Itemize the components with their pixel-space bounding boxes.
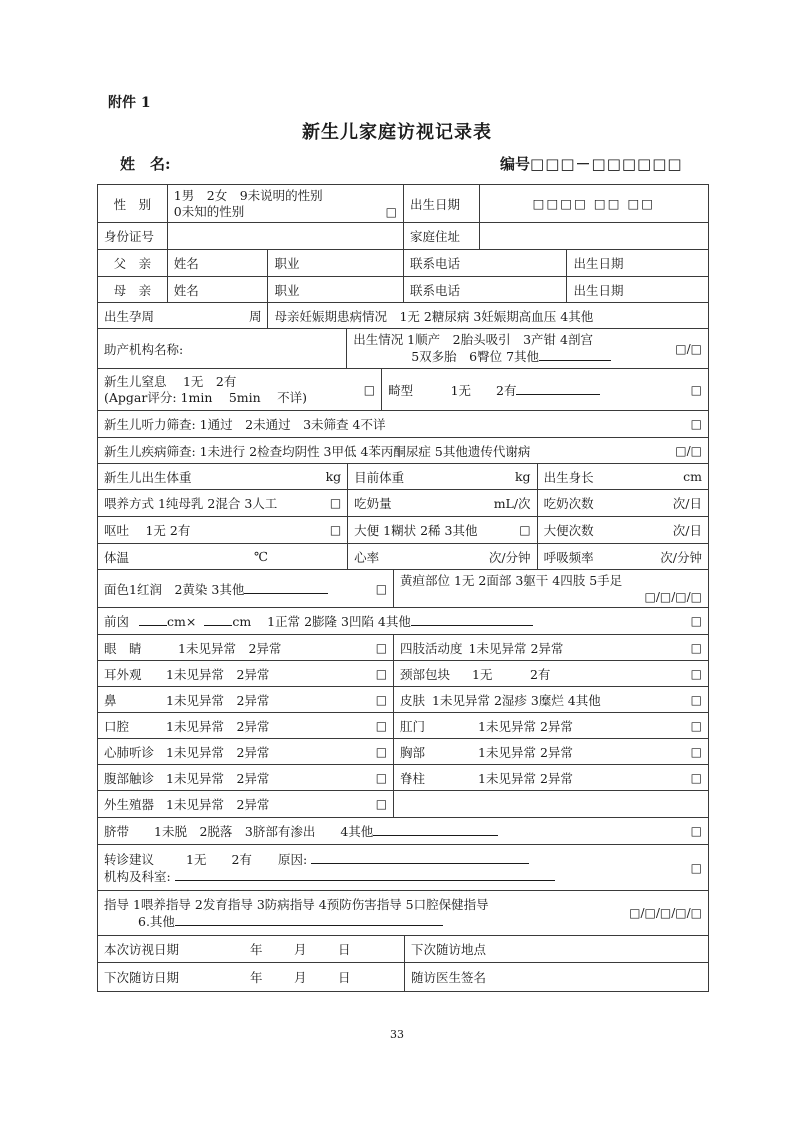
visit-date: [98, 936, 405, 962]
milk-amount: [348, 490, 537, 516]
visit-date-month: 月: [294, 942, 307, 957]
referral-reason-label: 原因:: [278, 851, 308, 867]
exam-limbs-options: 1未见异常 2异常: [468, 640, 564, 656]
exam-spine: [394, 765, 708, 790]
mother-phone: 联系电话: [404, 277, 567, 302]
next-visit-place-label: 下次随访地点: [411, 942, 487, 957]
guidance-other-blank: [175, 913, 443, 926]
hearing-checkbox: □: [690, 417, 702, 431]
birth-situation-line2: 5双多胎 6臀位 7其他: [411, 349, 540, 364]
exam-anus-options: 1未见异常 2异常: [478, 718, 573, 734]
respiration-label: 呼吸频率: [543, 549, 594, 565]
birth-date-boxes: □□□□ □□ □□: [532, 196, 656, 211]
birth-length: [538, 464, 708, 489]
milk-times-label: 吃奶次数: [543, 496, 594, 511]
attachment-label: 附件 1: [108, 95, 151, 111]
exam-spine-checkbox: □: [690, 770, 702, 785]
stool-times-label: 大便次数: [543, 523, 594, 538]
asphyxia-apgar: (Apgar评分: 1min 5min 不详): [104, 389, 308, 405]
row-father: [98, 250, 708, 277]
record-code-label: 编号: [500, 155, 531, 173]
visit-date-day: 日: [338, 942, 351, 957]
empty-cell: [394, 791, 708, 817]
temperature-label: 体温: [104, 549, 130, 565]
vomit-text: 呕吐 1无 2有: [104, 523, 191, 538]
row-exam-6: [98, 765, 708, 791]
vomit-checkbox: □: [329, 523, 342, 537]
gestational-week: [98, 303, 268, 328]
deformity-checkbox: □: [690, 382, 702, 397]
umbilical-text: 脐带 1未脱 2脱落 3脐部有渗出 4其他: [104, 824, 374, 839]
row-next-date: [98, 963, 708, 991]
address-value: [480, 223, 708, 249]
exam-spine-options: 1未见异常 2异常: [478, 770, 573, 786]
current-weight-unit: kg: [514, 469, 531, 484]
row-hearing: [98, 411, 708, 438]
row-guidance: [98, 891, 708, 936]
row-exam-5: [98, 739, 708, 765]
guidance-line2: 6.其他: [138, 914, 175, 929]
delivery-institution-label: 助产机构名称:: [98, 329, 347, 368]
heart-rate-unit: 次/分钟: [488, 549, 531, 565]
stool-times: [538, 517, 708, 543]
row-umbilical: [98, 818, 708, 845]
complexion-text: 面色1红润 2黄染 3其他: [104, 581, 245, 597]
umbilical-other-blank: [373, 823, 498, 836]
milk-times-unit: 次/日: [672, 496, 703, 511]
milk-times: [538, 490, 708, 516]
exam-limbs: [394, 635, 708, 660]
exam-abdomen-label: 腹部触诊: [104, 770, 155, 786]
feeding: [98, 490, 348, 516]
jaundice-text: 黄疸部位 1无 2面部 3躯干 4四肢 5手足: [400, 572, 623, 588]
id-number-value: [168, 223, 404, 249]
asphyxia-checkbox: □: [363, 382, 376, 397]
birth-weight-unit: kg: [325, 469, 342, 484]
exam-eyes: [98, 635, 394, 660]
deformity: [382, 369, 708, 410]
exam-heart-lung: [98, 739, 394, 764]
sex-options-line1: 1男 2女 9未说明的性别: [173, 187, 323, 203]
father-label: 父 亲: [98, 250, 168, 276]
mother-name: 姓名: [168, 277, 269, 302]
row-sex-birthdate: [98, 185, 708, 223]
stool: [348, 517, 537, 543]
exam-limbs-checkbox: □: [690, 640, 702, 655]
exam-genitals: [98, 791, 394, 817]
row-visit-date: [98, 936, 708, 963]
complexion-other-blank: [244, 581, 328, 594]
referral-checkbox: □: [690, 860, 702, 875]
birth-length-unit: cm: [683, 469, 703, 484]
stool-checkbox: □: [519, 523, 531, 537]
exam-chest-checkbox: □: [690, 744, 702, 759]
sex-checkbox: □: [385, 204, 397, 219]
mother-occupation: 职业: [268, 277, 404, 302]
deformity-blank: [516, 382, 600, 395]
exam-heart-lung-label: 心肺听诊: [104, 744, 155, 760]
row-delivery: [98, 329, 708, 369]
stool-times-unit: 次/日: [672, 523, 703, 538]
row-disease-screening: [98, 438, 708, 464]
exam-skin-checkbox: □: [690, 692, 702, 707]
referral: [98, 845, 708, 890]
exam-neck-mass-checkbox: □: [690, 666, 702, 681]
exam-genitals-options: 1未见异常 2异常: [166, 797, 270, 812]
gestational-week-unit: 周: [248, 308, 262, 324]
visit-date-year: 年: [250, 942, 263, 957]
exam-chest-options: 1未见异常 2异常: [478, 744, 573, 760]
exam-neck-mass: [394, 661, 708, 686]
row-mother: [98, 277, 708, 303]
visit-date-label: 本次访视日期: [104, 942, 180, 957]
sex-options: [168, 185, 404, 222]
father-phone: 联系电话: [404, 250, 567, 276]
heart-rate: [348, 544, 537, 569]
feeding-checkbox: □: [329, 496, 342, 510]
id-number-label: 身份证号: [98, 223, 168, 249]
exam-eyes-options: 1未见异常 2异常: [178, 640, 282, 656]
father-birth-date: 出生日期: [573, 256, 624, 271]
referral-dept-label: 机构及科室:: [104, 868, 171, 884]
exam-abdomen: [98, 765, 394, 790]
row-asphyxia-deformity: [98, 369, 708, 411]
fontanelle-label: 前囟: [104, 614, 130, 629]
exam-ears: [98, 661, 394, 686]
doctor-signature-label: 随访医生签名: [411, 970, 487, 985]
row-referral: [98, 845, 708, 891]
exam-mouth: [98, 713, 394, 738]
birth-situation-other-blank: [539, 348, 611, 361]
exam-neck-mass-options: 1无 2有: [472, 666, 551, 682]
fontanelle-length-blank: [204, 613, 232, 626]
father-name: 姓名: [168, 250, 269, 276]
row-exam-4: [98, 713, 708, 739]
row-weights: [98, 464, 708, 490]
guidance-checkbox: □/□/□/□/□: [629, 906, 702, 920]
birth-situation-checkbox: □/□: [675, 341, 702, 356]
exam-limbs-label: 四肢活动度: [400, 640, 463, 656]
fontanelle-other-blank: [411, 613, 533, 626]
birth-length-label: 出生身长: [543, 469, 594, 485]
hearing-screening: [98, 411, 708, 437]
feeding-text: 喂养方式 1纯母乳 2混合 3人工: [104, 496, 278, 511]
record-code: [500, 153, 683, 174]
asphyxia-line1: 新生儿窒息 1无 2有: [104, 373, 237, 389]
guidance-line1: 指导 1喂养指导 2发育指导 3防病指导 4预防伤害指导 5口腔保健指导: [104, 897, 489, 912]
birth-date-label: 出生日期: [404, 185, 480, 222]
exam-skin-label: 皮肤: [400, 692, 426, 708]
disease-screening-checkbox: □/□: [675, 443, 702, 458]
exam-skin: [394, 687, 708, 712]
referral-dept-blank: [175, 868, 555, 881]
row-exam-2: [98, 661, 708, 687]
exam-chest-label: 胸部: [400, 744, 426, 760]
sex-options-line2: 0未知的性别: [173, 203, 245, 219]
birth-situation: [347, 329, 708, 368]
exam-mouth-checkbox: □: [375, 718, 388, 733]
record-code-boxes: □□□－□□□□□□: [530, 155, 683, 173]
birth-situation-line1: 出生情况 1顺产 2胎头吸引 3产钳 4剖宫: [353, 332, 593, 347]
deformity-text: 畸型 1无 2有: [388, 382, 517, 398]
stool-text: 大便 1糊状 2稀 3其他: [354, 523, 478, 538]
guidance: [98, 891, 708, 935]
fontanelle: [98, 608, 708, 634]
exam-nose-checkbox: □: [375, 692, 388, 707]
mother-birth-date: 出生日期: [573, 282, 624, 298]
heart-rate-label: 心率: [354, 549, 380, 565]
row-complexion-jaundice: [98, 570, 708, 608]
fontanelle-width-blank: [139, 613, 167, 626]
hearing-text: 新生儿听力筛查: 1通过 2未通过 3未筛查 4不详: [104, 417, 386, 432]
visit-record-table: [97, 184, 709, 992]
milk-amount-label: 吃奶量: [354, 496, 392, 511]
page-title: 新生儿家庭访视记录表: [302, 122, 492, 143]
father-occupation: 职业: [268, 250, 404, 276]
next-visit-date: [98, 963, 405, 991]
exam-genitals-label: 外生殖器: [104, 797, 155, 812]
referral-reason-blank: [311, 851, 529, 864]
gestational-week-label: 出生孕周: [104, 308, 155, 324]
exam-genitals-checkbox: □: [375, 797, 388, 811]
exam-anus-checkbox: □: [690, 718, 702, 733]
birth-weight: [98, 464, 348, 489]
complexion-checkbox: □: [375, 581, 388, 596]
exam-anus-label: 肛门: [400, 718, 426, 734]
fontanelle-unit1: cm×: [167, 614, 197, 629]
jaundice-checkbox: □/□/□/□: [644, 589, 702, 604]
exam-spine-label: 脊柱: [400, 770, 426, 786]
current-weight: [348, 464, 537, 489]
exam-skin-options: 1未见异常 2湿疹 3糜烂 4其他: [432, 692, 601, 708]
address-label: 家庭住址: [404, 223, 480, 249]
row-id-address: [98, 223, 708, 250]
row-vitals: [98, 544, 708, 570]
milk-amount-unit: mL/次: [493, 496, 531, 511]
exam-anus: [394, 713, 708, 738]
exam-nose-label: 鼻: [104, 692, 117, 708]
umbilical: [98, 818, 708, 844]
temperature: [98, 544, 348, 569]
row-exam-3: [98, 687, 708, 713]
exam-abdomen-options: 1未见异常 2异常: [166, 770, 270, 786]
exam-mouth-options: 1未见异常 2异常: [166, 718, 270, 734]
temperature-unit: ℃: [254, 549, 268, 564]
exam-heart-lung-checkbox: □: [375, 744, 388, 759]
disease-screening: [98, 438, 708, 463]
exam-neck-mass-label: 颈部包块: [400, 666, 451, 682]
exam-nose-options: 1未见异常 2异常: [166, 692, 270, 708]
exam-eyes-checkbox: □: [375, 640, 388, 655]
row-fontanelle: [98, 608, 708, 635]
next-date-year: 年: [250, 970, 263, 985]
page-number: 33: [390, 1028, 404, 1041]
next-date-day: 日: [338, 970, 351, 985]
vomit: [98, 517, 348, 543]
fontanelle-unit2: cm: [232, 614, 252, 629]
next-date-month: 月: [294, 970, 307, 985]
sex-label: 性 别: [98, 185, 168, 222]
disease-screening-text: 新生儿疾病筛查: 1未进行 2检查均阴性 3甲低 4苯丙酮尿症 5其他遗传代谢病: [104, 443, 531, 459]
umbilical-checkbox: □: [690, 824, 702, 838]
next-date-label: 下次随访日期: [104, 970, 180, 985]
referral-options: 1无 2有: [186, 851, 252, 867]
birth-weight-label: 新生儿出生体重: [104, 469, 192, 485]
exam-heart-lung-options: 1未见异常 2异常: [166, 744, 270, 760]
exam-mouth-label: 口腔: [104, 718, 130, 734]
current-weight-label: 目前体重: [354, 469, 405, 485]
fontanelle-options: 1正常 2膨隆 3凹陷 4其他: [267, 614, 411, 629]
jaundice: [394, 570, 708, 607]
fontanelle-checkbox: □: [690, 614, 702, 628]
exam-chest: [394, 739, 708, 764]
exam-eyes-label: 眼 睛: [104, 640, 142, 656]
row-exam-1: [98, 635, 708, 661]
respiration-unit: 次/分钟: [660, 549, 703, 565]
exam-ears-options: 1未见异常 2异常: [166, 666, 270, 682]
row-exam-7: [98, 791, 708, 818]
exam-ears-checkbox: □: [375, 666, 388, 681]
respiration: [538, 544, 708, 569]
complexion: [98, 570, 394, 607]
mother-label: 母 亲: [98, 277, 168, 302]
row-feeding: [98, 490, 708, 517]
child-name-label: 姓 名:: [120, 155, 171, 173]
row-vomit-stool: [98, 517, 708, 544]
maternal-illness: 母亲妊娠期患病情况 1无 2糖尿病 3妊娠期高血压 4其他: [274, 308, 594, 324]
exam-nose: [98, 687, 394, 712]
exam-abdomen-checkbox: □: [375, 770, 388, 785]
referral-label: 转诊建议: [104, 851, 155, 867]
row-gestation: [98, 303, 708, 329]
exam-ears-label: 耳外观: [104, 666, 142, 682]
asphyxia: [98, 369, 382, 410]
